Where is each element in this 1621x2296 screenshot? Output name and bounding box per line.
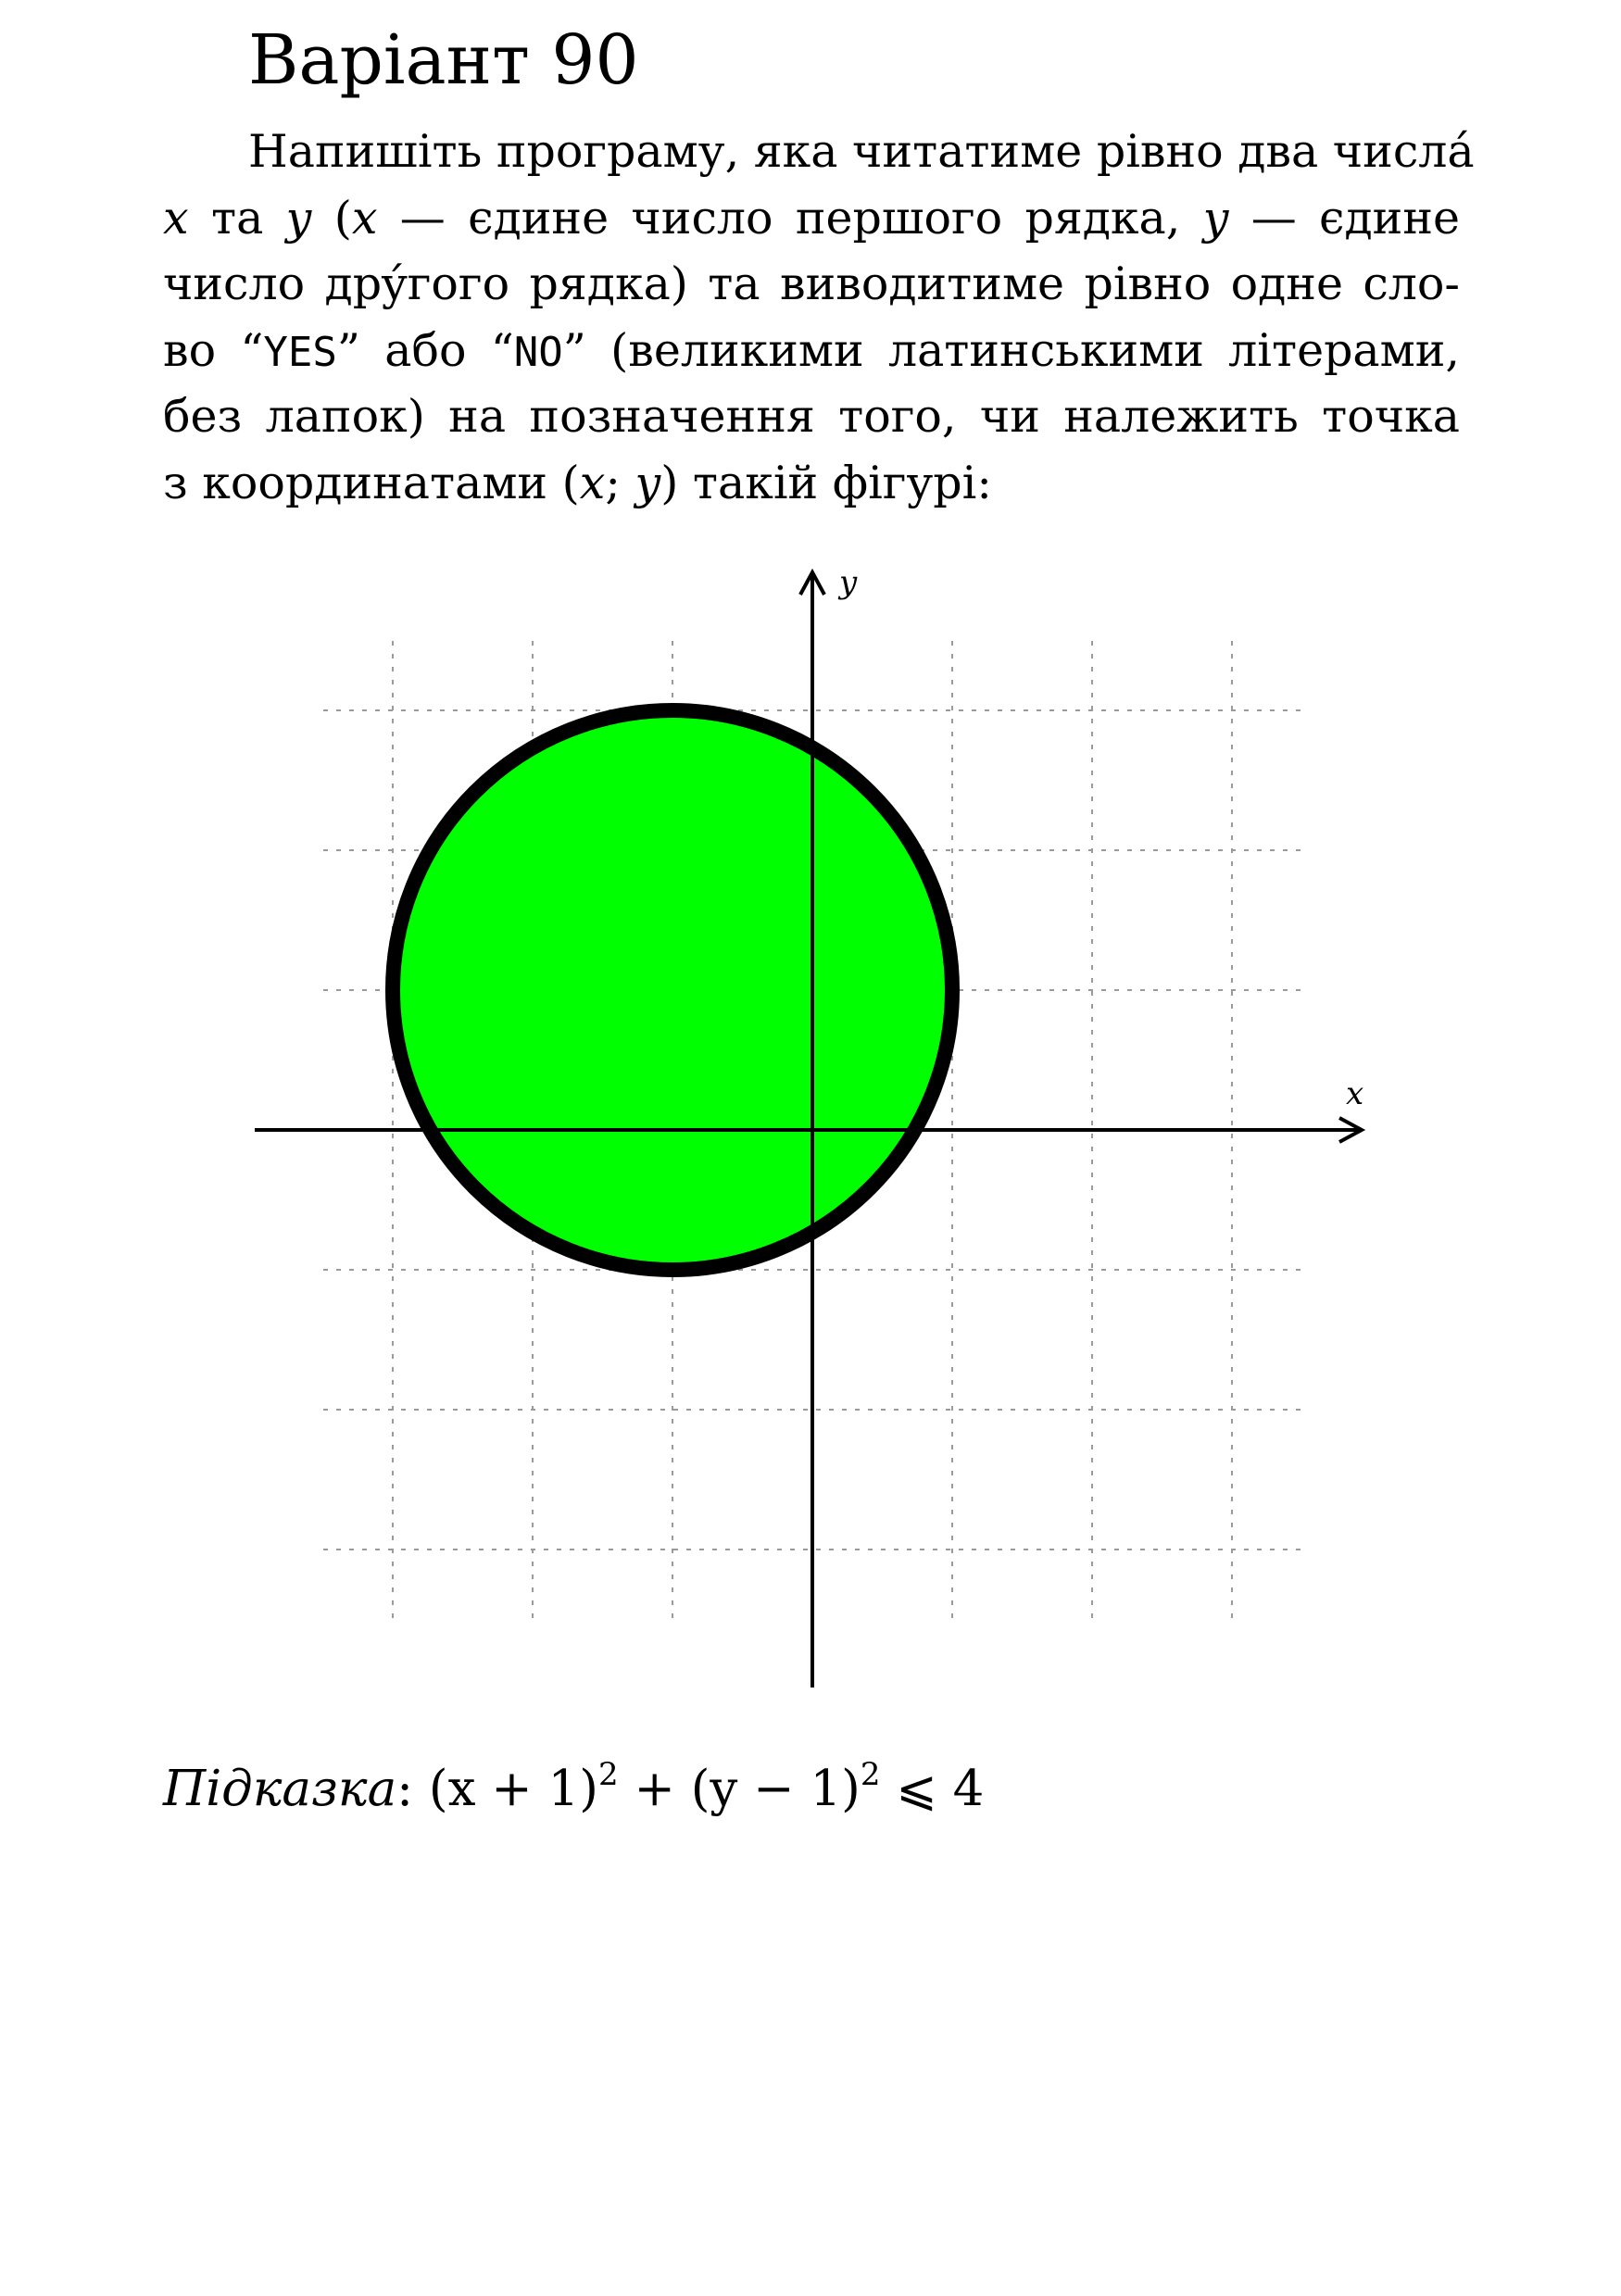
var-x: x	[351, 191, 378, 245]
task-text-fragment: та	[210, 191, 264, 245]
page-title: Варіант 90	[248, 20, 639, 100]
formula-part: (x + 1)	[428, 1761, 598, 1817]
task-text-fragment: ” або “	[336, 323, 514, 377]
task-line-1: Напишіть програму, яка читатиме рівно два числá	[248, 125, 1475, 178]
exponent: 2	[597, 1756, 619, 1793]
yes-literal: YES	[263, 328, 337, 376]
var-x: x	[579, 456, 606, 509]
formula-part: ⩽ 4	[896, 1761, 985, 1817]
var-y: y	[285, 191, 312, 245]
task-text-fragment: ) такій фігурі:	[660, 456, 992, 509]
var-y: y	[635, 456, 661, 509]
task-text-fragment: во “	[163, 323, 264, 377]
hint	[163, 1756, 985, 1817]
exponent: 2	[860, 1756, 881, 1793]
paren-open: (	[333, 191, 352, 245]
hint-colon: :	[396, 1761, 414, 1817]
task-text-fragment: — єдине число першого рядка,	[399, 191, 1181, 245]
hint-formula	[428, 1756, 985, 1817]
task-line-3: число дрýгого рядка) та виводитиме рівно одне сло-	[163, 257, 1460, 310]
hint-label: Підказка	[163, 1761, 397, 1817]
y-axis-label: y	[839, 564, 858, 601]
task-line-5: без лапок) на позначення того, чи належить точка	[163, 390, 1460, 443]
task-text-fragment: ” (великими латинськими літерами,	[562, 323, 1460, 377]
separator: ;	[605, 456, 621, 509]
task-text-fragment: — єдине	[1250, 191, 1460, 245]
var-x: x	[163, 191, 189, 245]
region-circle	[393, 710, 952, 1270]
x-axis-label: x	[1346, 1075, 1364, 1112]
task-text-fragment: з координатами (	[163, 456, 580, 509]
no-literal: NO	[513, 328, 563, 376]
var-y: y	[1202, 191, 1229, 245]
formula-part: + (y − 1)	[634, 1761, 861, 1817]
